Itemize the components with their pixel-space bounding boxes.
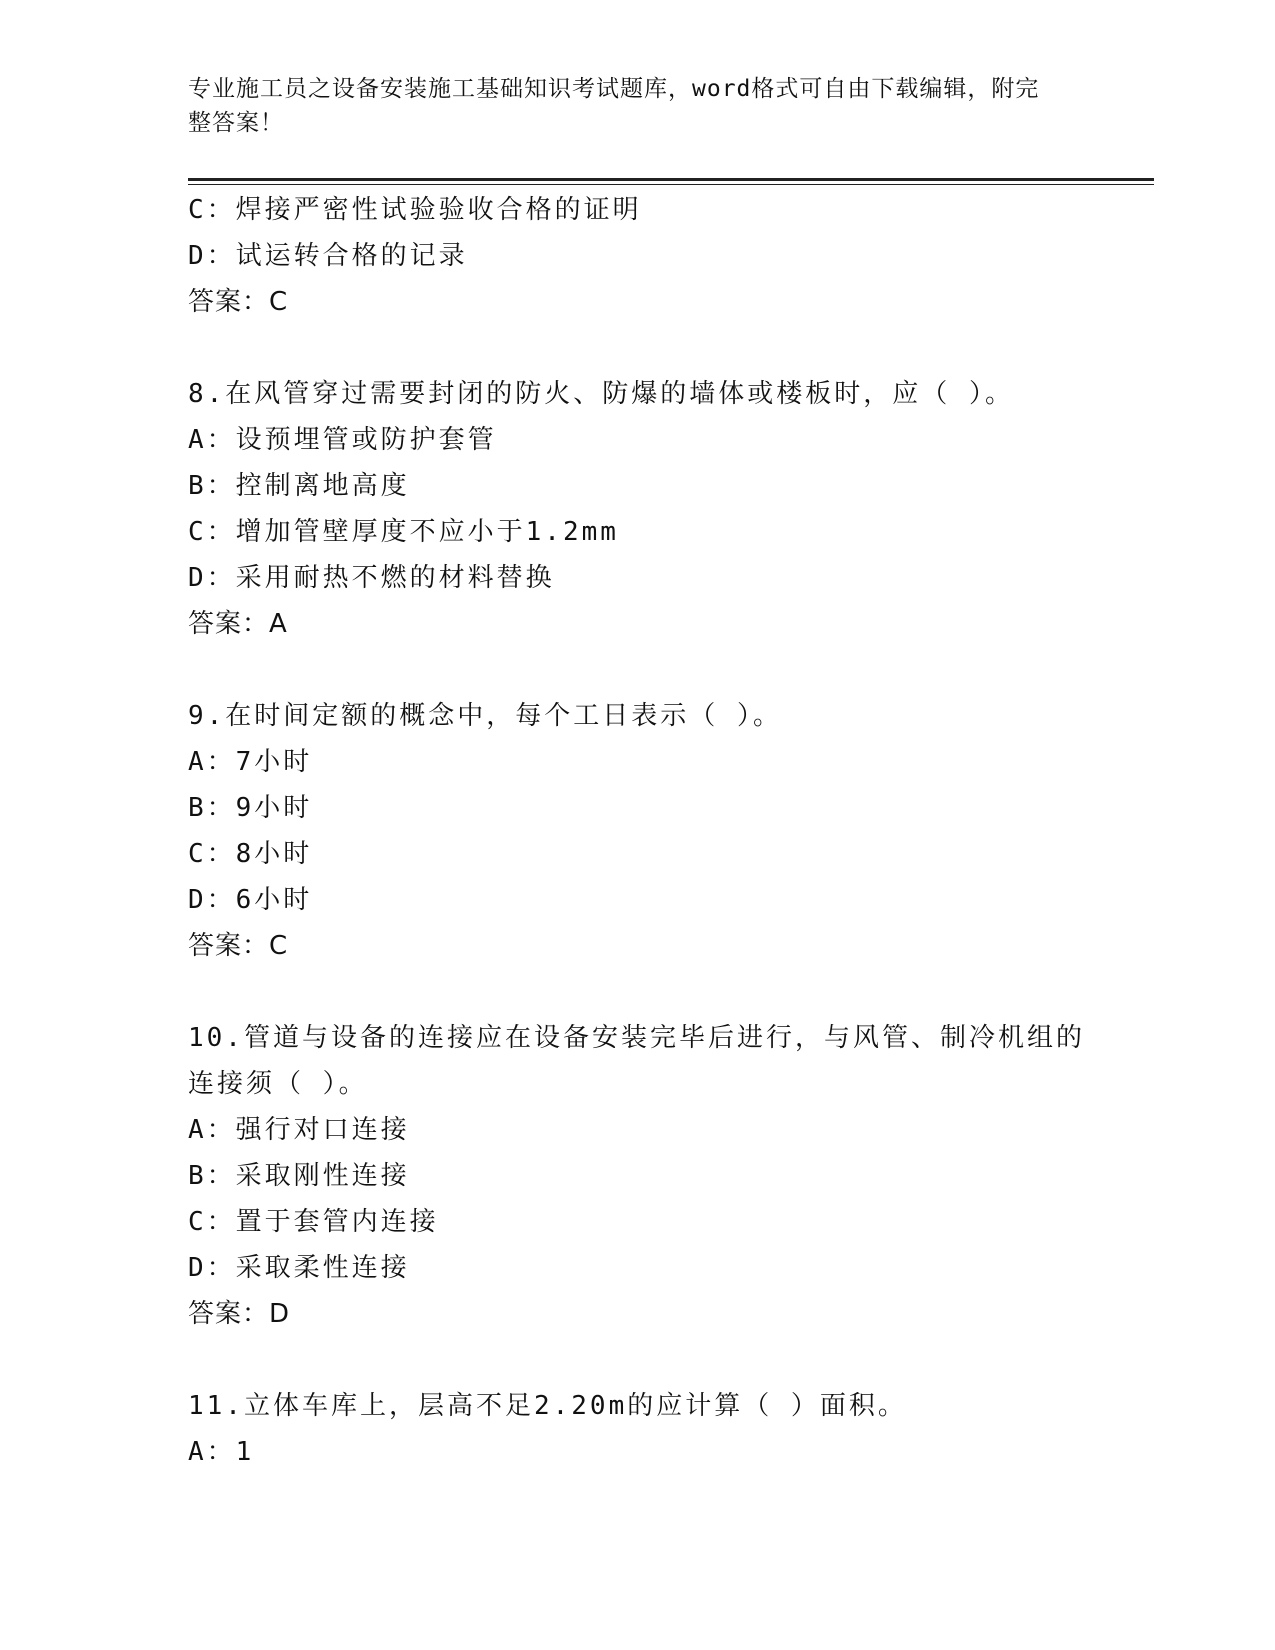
option-d: D：试运转合格的记录 (188, 241, 468, 271)
question-8 (188, 371, 1088, 647)
answer-text: 答案：A (188, 609, 288, 639)
question-text: 11.立体车库上，层高不足2.20m的应计算（ ）面积。 (188, 1391, 907, 1421)
question-7 (188, 187, 1088, 325)
header-line-2: 整答案！ (188, 110, 284, 136)
spacer (188, 647, 1088, 693)
answer-text: 答案：D (188, 1299, 291, 1329)
header-rule-thin (188, 184, 1154, 185)
question-text: 8.在风管穿过需要封闭的防火、防爆的墙体或楼板时，应（ ）。 (188, 379, 1014, 409)
option-b: B：控制离地高度 (188, 471, 410, 501)
header-line-1: 专业施工员之设备安装施工基础知识考试题库，word格式可自由下载编辑，附完 (188, 76, 1040, 102)
option-d: D：6小时 (188, 885, 313, 915)
option-c: C：8小时 (188, 839, 313, 869)
option-a: A：7小时 (188, 747, 313, 777)
option-c: C：增加管壁厚度不应小于1.2mm (188, 517, 619, 547)
option-a: A：1 (188, 1437, 255, 1467)
question-10 (188, 1015, 1088, 1337)
answer-text: 答案：C (188, 931, 289, 961)
document-header (188, 72, 1068, 140)
option-b: B：9小时 (188, 793, 313, 823)
option-a: A：设预埋管或防护套管 (188, 425, 497, 455)
question-text-line-1: 10.管道与设备的连接应在设备安装完毕后进行，与风管、制冷机组的 (188, 1023, 1085, 1053)
option-b: B：采取刚性连接 (188, 1161, 410, 1191)
spacer (188, 969, 1088, 1015)
spacer (188, 325, 1088, 371)
answer-text: 答案：C (188, 287, 289, 317)
question-9 (188, 693, 1088, 969)
option-d: D：采取柔性连接 (188, 1253, 410, 1283)
option-c: C：置于套管内连接 (188, 1207, 439, 1237)
question-11 (188, 1383, 1088, 1475)
spacer (188, 1337, 1088, 1383)
question-text-line-2: 连接须（ ）。 (188, 1069, 368, 1099)
option-d: D：采用耐热不燃的材料替换 (188, 563, 555, 593)
option-c: C：焊接严密性试验验收合格的证明 (188, 195, 642, 225)
header-rule-thick (188, 178, 1154, 181)
question-text: 9.在时间定额的概念中，每个工日表示（ ）。 (188, 701, 782, 731)
question-list (188, 187, 1088, 1475)
option-a: A：强行对口连接 (188, 1115, 410, 1145)
